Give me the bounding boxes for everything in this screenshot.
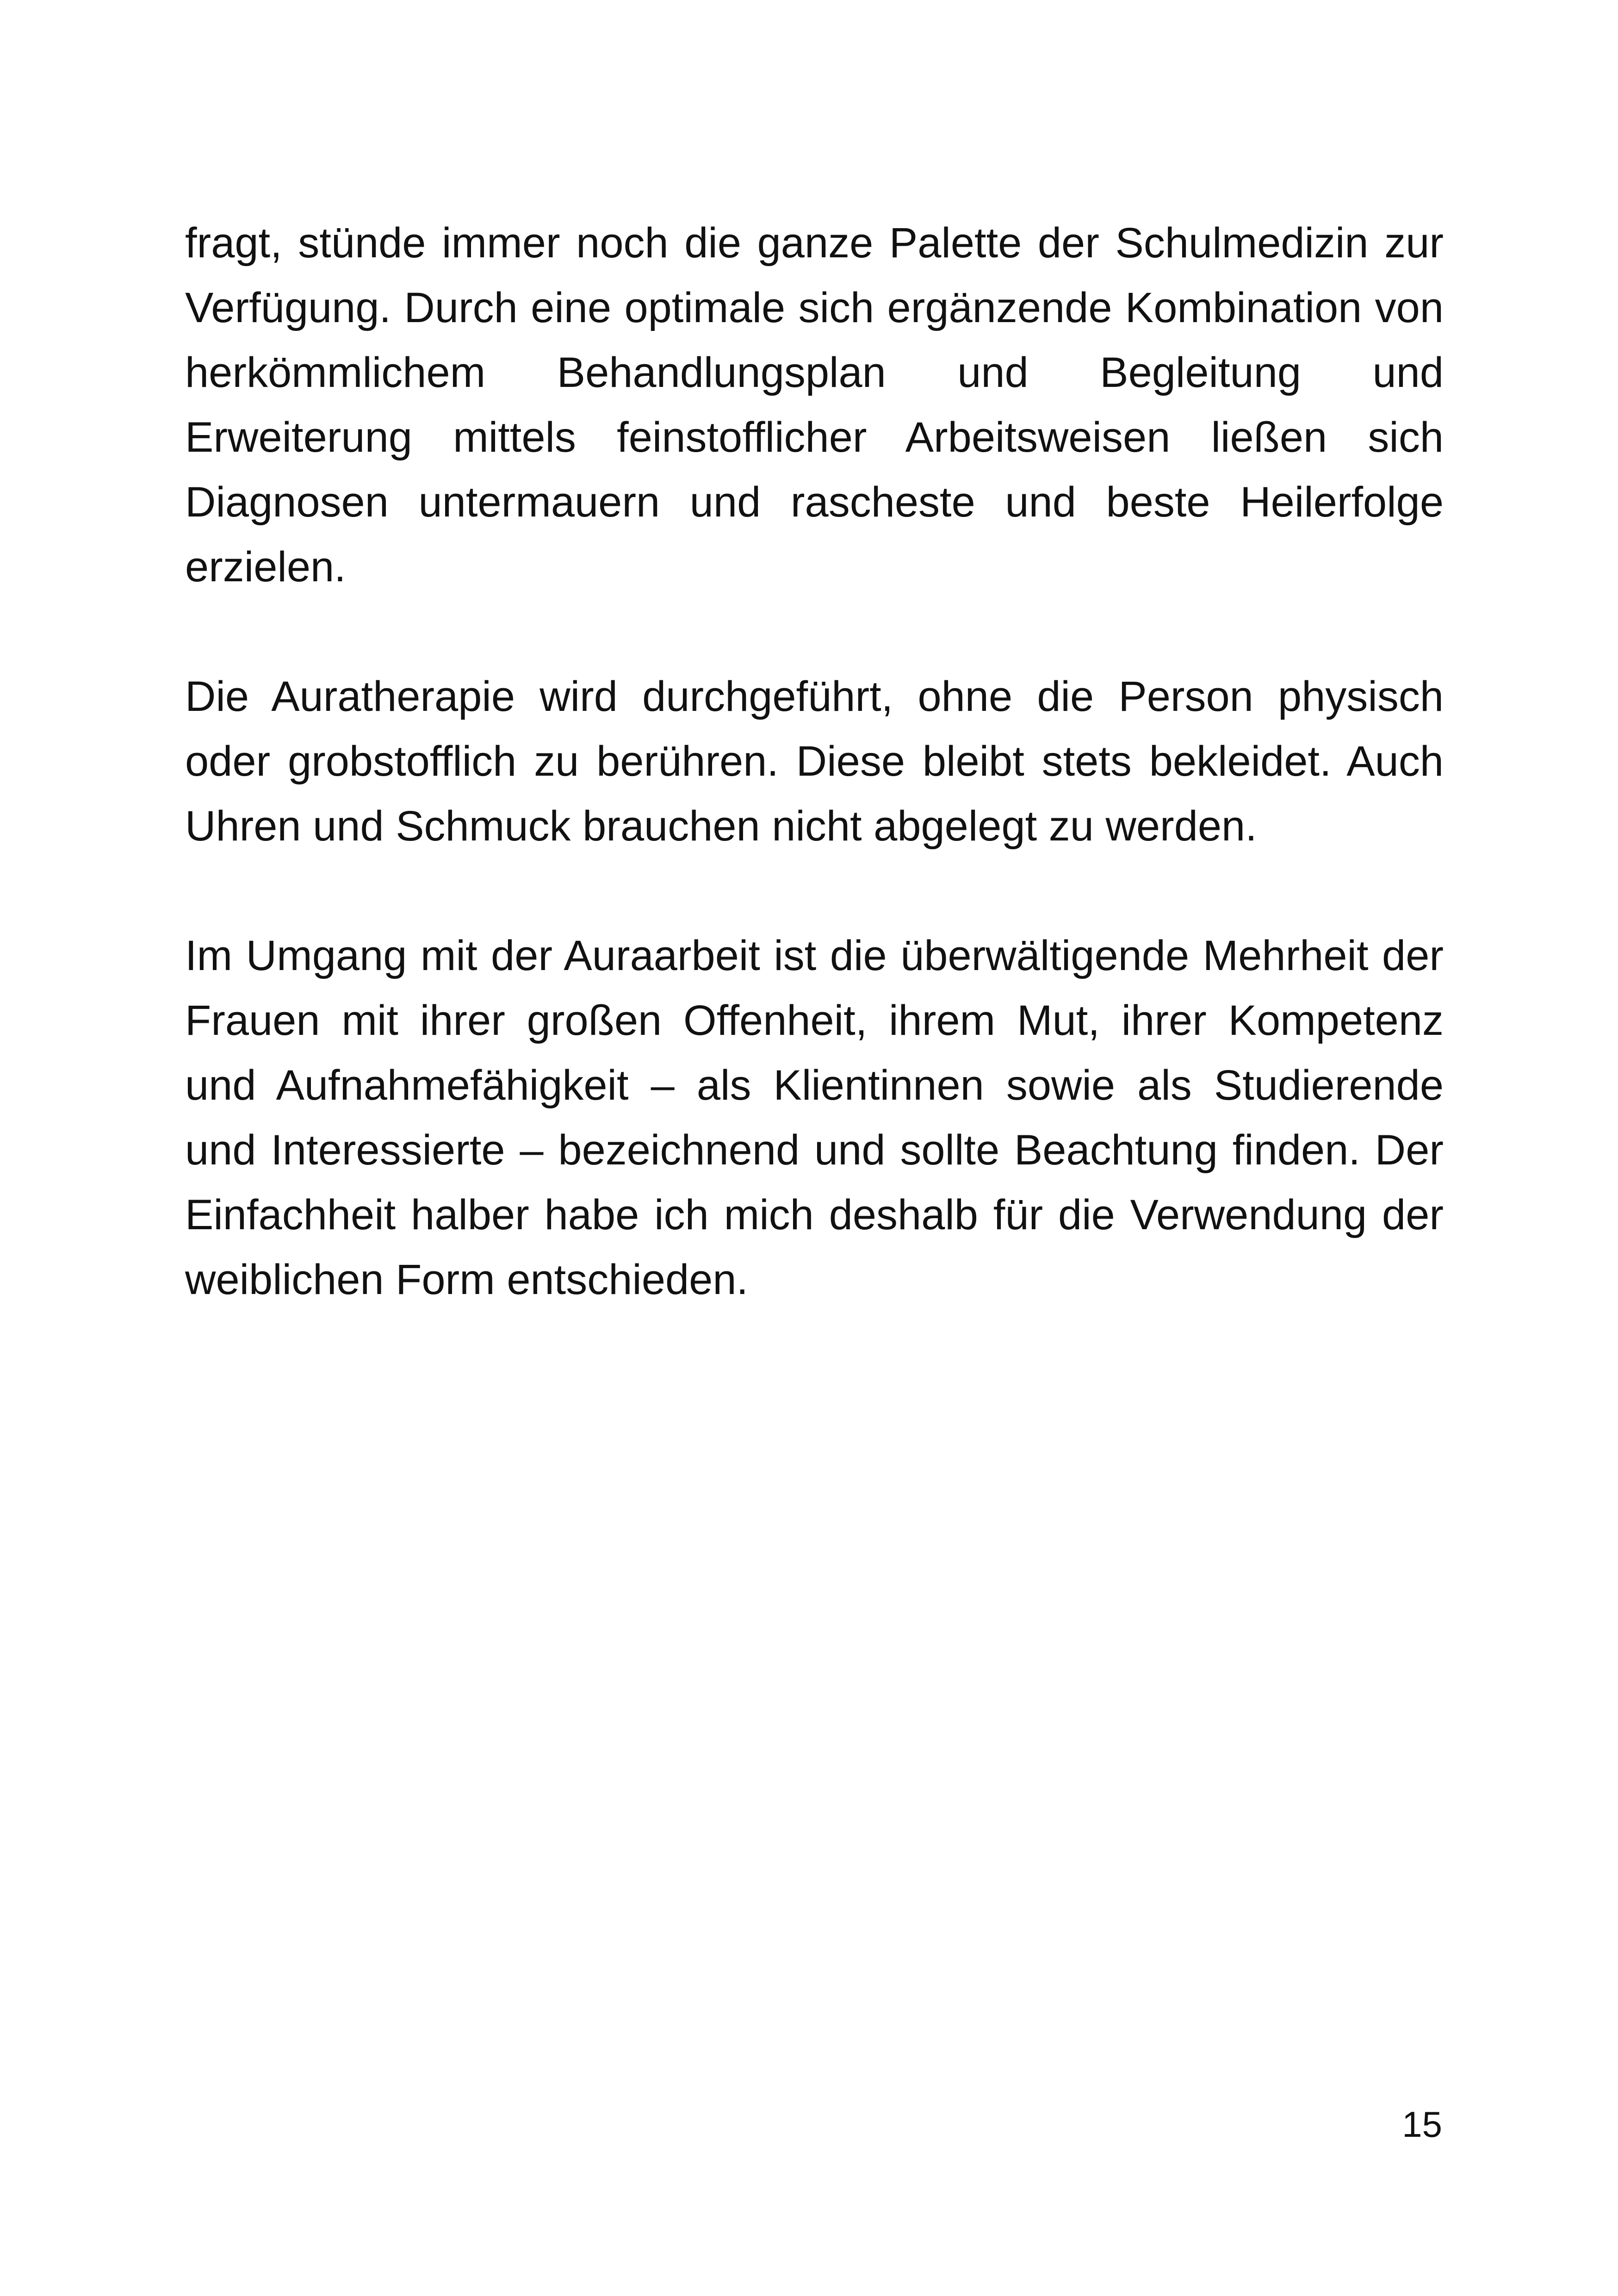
paragraph-2: Die Auratherapie wird durchgeführt, ohne die Person physisch oder grobstofflich zu berühren. Diese bleibt stets bekleidet. Auch Uhren und Schmuck brauchen nicht abgelegt zu werden. xyxy=(185,673,1444,850)
page-number: 15 xyxy=(1402,2104,1442,2145)
paragraph-1: fragt, stünde immer noch die ganze Palette der Schulmedizin zur Verfügung. Durch eine optimale sich ergänzende Kombination von herkömmlichem Behandlungsplan und Begleitung und Erweiterung mittels feinstofflicher Arbeitsweisen ließen sich Diagnosen untermauern und rascheste und beste Heilerfolge erzielen. xyxy=(185,219,1444,591)
paragraph-3: Im Umgang mit der Auraarbeit ist die überwältigende Mehrheit der Frauen mit ihrer großen Offenheit, ihrem Mut, ihrer Kompetenz und Aufnahmefähigkeit – als Klientinnen sowie als Studierende und Interessierte – bezeichnend und sollte Beachtung finden. Der Einfachheit halber habe ich mich deshalb für die Verwendung der weiblichen Form entschieden. xyxy=(185,932,1444,1303)
body-text xyxy=(185,211,1444,1312)
